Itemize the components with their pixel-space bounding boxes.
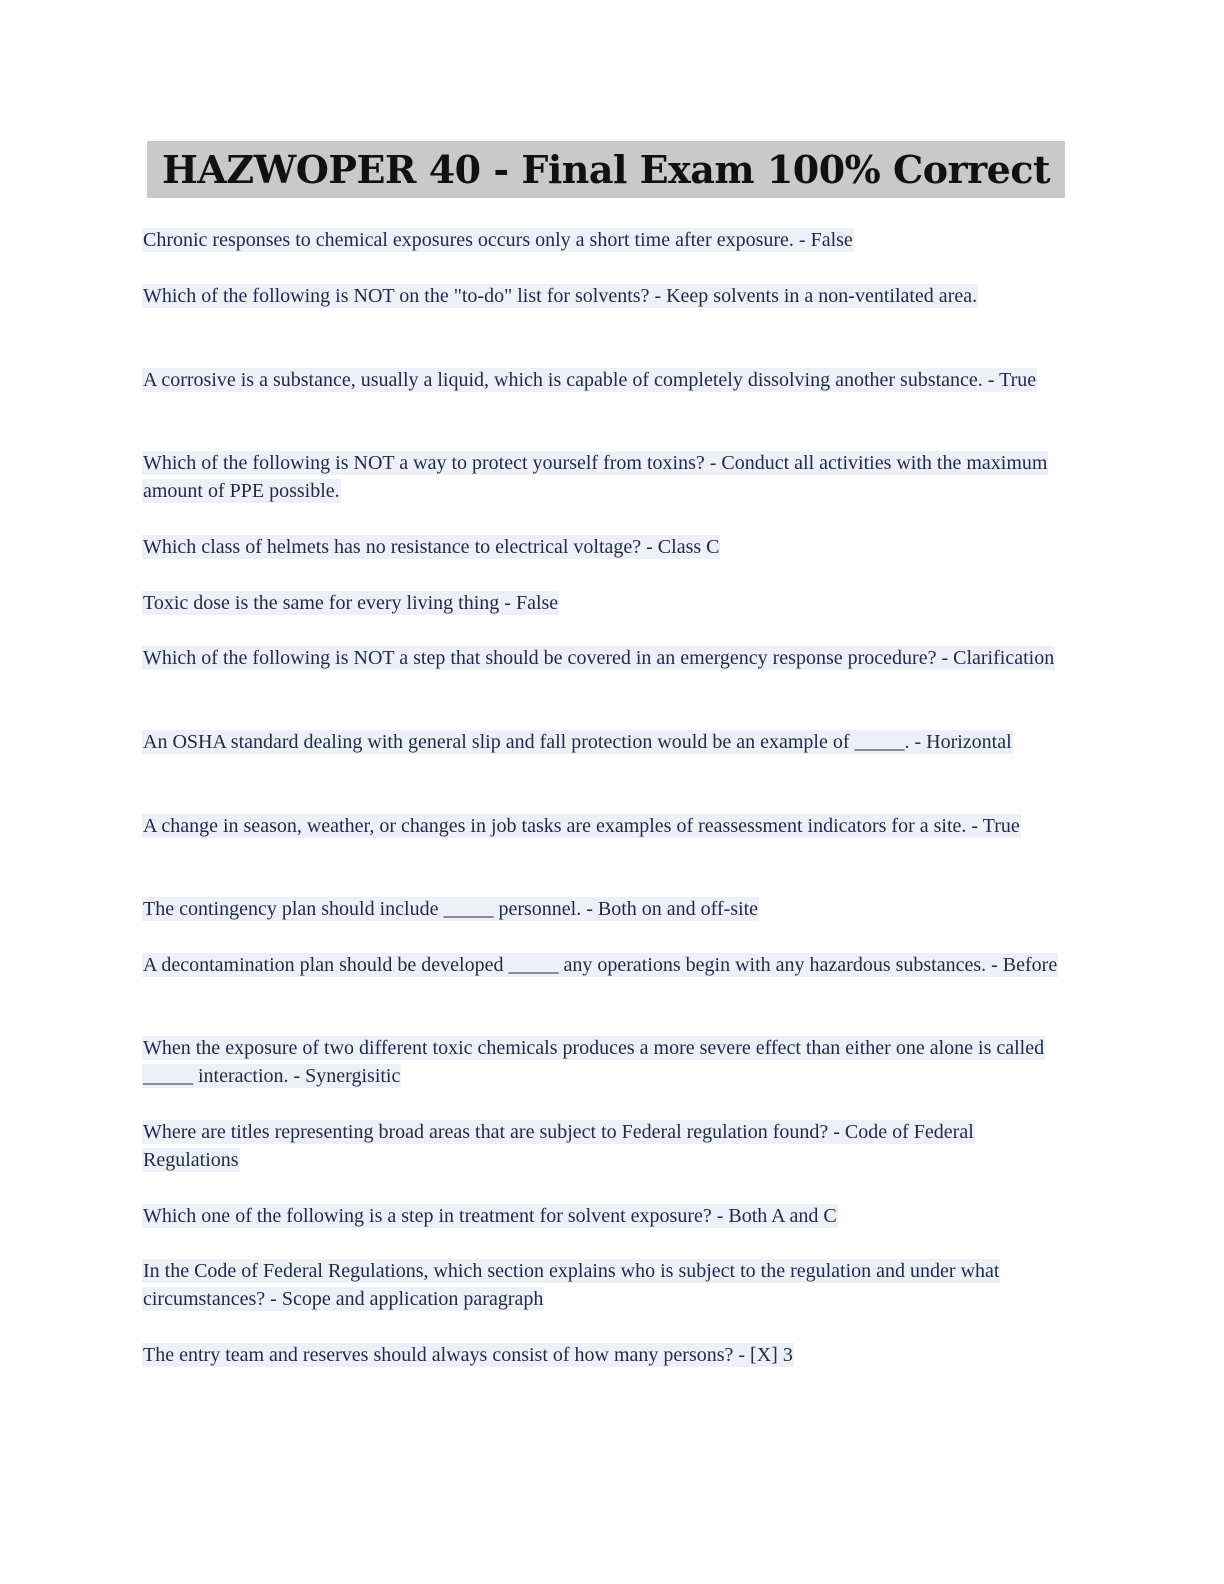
qa-text: Chronic responses to chemical exposures occurs only a short time after exposure. - False (143, 229, 853, 251)
qa-text: An OSHA standard dealing with general slip and fall protection would be an example of _____. - Horizontal (143, 731, 1012, 753)
qa-text: A decontamination plan should be developed _____ any operations begin with any hazardous substances. - Before (143, 954, 1058, 976)
qa-text: Where are titles representing broad areas that are subject to Federal regulation found? - Code of Federal Regulations (143, 1121, 974, 1171)
qa-item (142, 895, 1072, 923)
qa-text: Which of the following is NOT a step that should be covered in an emergency response procedure? - Clarification (143, 647, 1055, 669)
qa-item (142, 1341, 1072, 1369)
qa-text: The contingency plan should include _____ personnel. - Both on and off-site (143, 898, 759, 920)
qa-text: When the exposure of two different toxic chemicals produces a more severe effect than either one alone is called _____ interaction. - Synergisitic (143, 1037, 1045, 1087)
qa-text: Toxic dose is the same for every living thing - False (143, 592, 559, 614)
page-title: HAZWOPER 40 - Final Exam 100% Correct (161, 147, 1051, 192)
qa-text: Which class of helmets has no resistance to electrical voltage? - Class C (143, 536, 720, 558)
qa-text: Which of the following is NOT a way to protect yourself from toxins? - Conduct all activities with the maximum amount of PPE possible. (143, 452, 1048, 502)
qa-text: In the Code of Federal Regulations, which section explains who is subject to the regulation and under what circumstances? - Scope and application paragraph (143, 1260, 1000, 1310)
qa-item (142, 728, 1072, 756)
qa-text: A corrosive is a substance, usually a liquid, which is capable of completely dissolving another substance. - True (143, 369, 1037, 391)
title-banner (147, 141, 1065, 198)
qa-item (142, 951, 1072, 979)
qa-item (142, 644, 1072, 672)
qa-item (142, 449, 1072, 505)
qa-text: Which of the following is NOT on the "to-do" list for solvents? - Keep solvents in a non-ventilated area. (143, 285, 978, 307)
qa-item (142, 533, 1072, 561)
qa-item (142, 1257, 1072, 1313)
qa-text: Which one of the following is a step in treatment for solvent exposure? - Both A and C (143, 1205, 837, 1227)
qa-text: A change in season, weather, or changes in job tasks are examples of reassessment indicators for a site. - True (143, 815, 1020, 837)
qa-item (142, 226, 1072, 254)
qa-item (142, 1118, 1072, 1174)
qa-item (142, 282, 1072, 310)
qa-item (142, 1034, 1072, 1090)
qa-item (142, 366, 1072, 394)
qa-item (142, 1202, 1072, 1230)
qa-text: The entry team and reserves should always consist of how many persons? - [X] 3 (143, 1344, 793, 1366)
qa-item (142, 812, 1072, 840)
qa-item (142, 589, 1072, 617)
